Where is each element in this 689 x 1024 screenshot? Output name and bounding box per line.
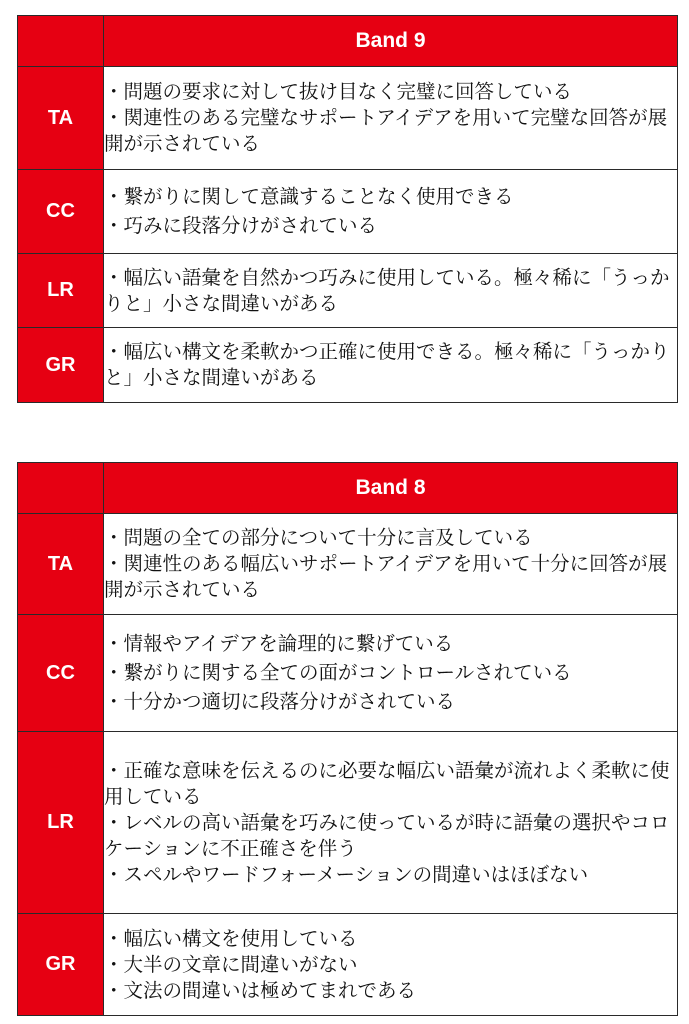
criterion-description: [104, 254, 678, 328]
band-8-table: [17, 462, 678, 1016]
criterion-label: CC: [18, 615, 104, 732]
description-line: ・関連性のある完璧なサポートアイデアを用いて完璧な回答が展開が示されている: [104, 106, 668, 155]
criterion-label: CC: [18, 170, 104, 254]
description-line: ・問題の要求に対して抜け目なく完璧に回答している: [104, 80, 573, 103]
criterion-label: TA: [18, 514, 104, 615]
description-line: ・レベルの高い語彙を巧みに使っているが時に語彙の選択やコロケーションに不正確さを伴う: [104, 810, 670, 860]
description-line: ・繋がりに関する全ての面がコントロールされている: [104, 661, 572, 684]
table-header-row: [18, 463, 678, 514]
table-row: [18, 732, 678, 914]
band-title: Band 8: [104, 463, 678, 514]
criterion-label: GR: [18, 328, 104, 403]
description-line: ・巧みに段落分けがされている: [104, 214, 378, 237]
description-line: ・スペルやワードフォーメーションの間違いはほぼない: [104, 862, 589, 886]
description-line: ・大半の文章に間違いがない: [104, 952, 358, 976]
table-row: [18, 514, 678, 615]
description-line: ・文法の間違いは極めてまれである: [104, 978, 417, 1002]
corner-cell: [18, 16, 104, 67]
band-9-table: [17, 15, 678, 403]
corner-cell: [18, 463, 104, 514]
criterion-description: [104, 170, 678, 254]
criterion-label: LR: [18, 254, 104, 328]
description-line: ・情報やアイデアを論理的に繋げている: [104, 632, 454, 655]
band-title: Band 9: [104, 16, 678, 67]
description-line: ・繋がりに関して意識することなく使用できる: [104, 185, 514, 208]
criterion-description: [104, 615, 678, 732]
criterion-label: GR: [18, 914, 104, 1016]
table-row: [18, 254, 678, 328]
table-header-row: [18, 16, 678, 67]
criterion-description: [104, 67, 678, 170]
description-line: ・幅広い構文を使用している: [104, 926, 358, 950]
description-line: ・幅広い語彙を自然かつ巧みに使用している。極々稀に「うっかりと」小さな間違いがある: [104, 265, 670, 315]
table-row: [18, 615, 678, 732]
table-row: [18, 914, 678, 1016]
description-line: ・関連性のある幅広いサポートアイデアを用いて十分に回答が展開が示されている: [104, 552, 668, 601]
description-line: ・正確な意味を伝えるのに必要な幅広い語彙が流れよく柔軟に使用している: [104, 758, 670, 808]
description-line: ・問題の全ての部分について十分に言及している: [104, 526, 533, 549]
criterion-description: [104, 514, 678, 615]
description-line: ・幅広い構文を柔軟かつ正確に使用できる。極々稀に「うっかりと」小さな間違いがある: [104, 340, 670, 389]
description-line: ・十分かつ適切に段落分けがされている: [104, 690, 456, 713]
table-row: [18, 328, 678, 403]
criterion-description: [104, 732, 678, 914]
criterion-label: TA: [18, 67, 104, 170]
criterion-description: [104, 914, 678, 1016]
table-row: [18, 67, 678, 170]
criterion-label: LR: [18, 732, 104, 914]
criterion-description: [104, 328, 678, 403]
table-row: [18, 170, 678, 254]
